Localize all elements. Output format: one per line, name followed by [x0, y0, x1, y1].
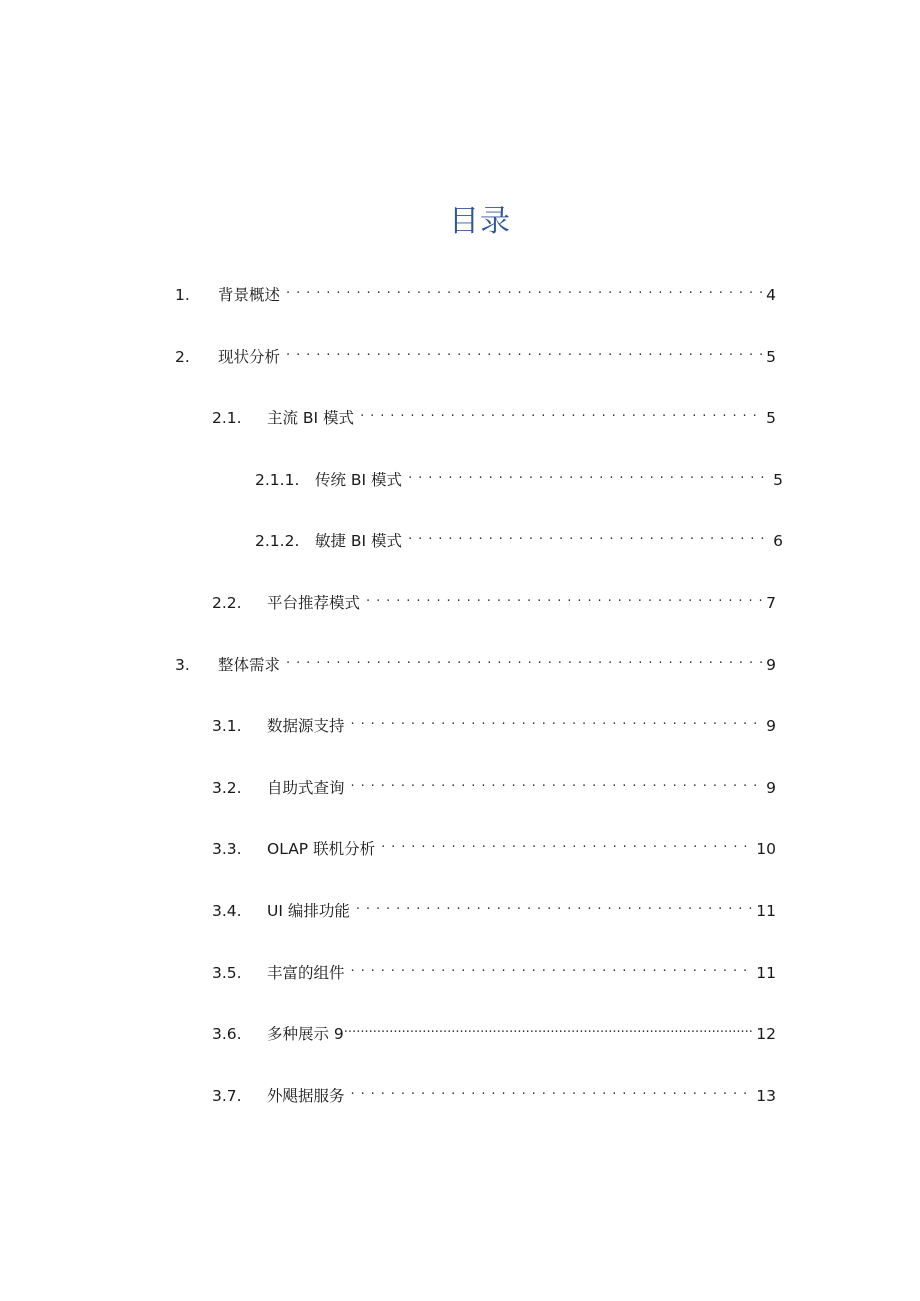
dot-leader: [360, 407, 764, 425]
toc-entry-number: 2.2.: [212, 593, 242, 612]
toc-entry[interactable]: [0, 578, 920, 640]
toc-title: 目录: [449, 204, 511, 239]
toc-entry-label: 外飓据服务: [267, 1086, 345, 1105]
dot-leader: [381, 838, 754, 856]
toc-entry-page: 9: [766, 717, 776, 736]
dot-leader: [286, 346, 764, 364]
toc-entry-label: 现状分析: [218, 347, 281, 366]
toc-entry[interactable]: [0, 455, 920, 517]
toc-entry-number: 2.1.1.: [255, 470, 300, 489]
toc-entry-label: 背景概述: [218, 286, 281, 304]
toc-entry-number: 3.6.: [212, 1025, 242, 1044]
toc-entry-label: OLAP 联机分析: [267, 840, 376, 859]
toc-entry-label: 丰富的组件: [267, 963, 345, 982]
toc-entry-number: 3.: [175, 655, 190, 674]
toc-entry[interactable]: [0, 516, 920, 578]
toc-entry[interactable]: [0, 1071, 920, 1133]
toc-entry-label: 多种展示 9: [267, 1025, 344, 1044]
toc-entry-page: 13: [756, 1086, 776, 1105]
dot-leader: [356, 900, 754, 918]
toc-entry-label: 敏捷 BI 模式: [315, 532, 403, 551]
dot-leader: [344, 1023, 754, 1041]
dot-leader: [286, 654, 764, 672]
toc-entry-page: 5: [766, 409, 776, 428]
toc-entry-number: 3.5.: [212, 963, 242, 982]
toc-entry-page: 5: [773, 470, 783, 489]
dot-leader: [351, 777, 765, 795]
toc-entry-number: 2.1.2.: [255, 532, 300, 551]
toc-entry[interactable]: [0, 824, 920, 886]
toc-entry[interactable]: [0, 886, 920, 948]
toc-entry[interactable]: [0, 640, 920, 702]
toc-entry[interactable]: [0, 270, 920, 332]
dot-leader: [408, 530, 771, 548]
dot-leader: [408, 469, 771, 487]
toc-entry[interactable]: [0, 1009, 920, 1071]
toc-entry-page: 12: [756, 1025, 776, 1044]
toc-entry-page: 9: [766, 778, 776, 797]
toc-entry-page: 4: [766, 286, 776, 304]
toc-entry-label: UI 编排功能: [267, 901, 350, 920]
dot-leader: [351, 962, 755, 980]
toc-entry-label: 主流 BI 模式: [267, 409, 355, 428]
toc-entry-page: 9: [766, 655, 776, 674]
toc-list: [0, 270, 920, 1132]
toc-entry-page: 5: [766, 347, 776, 366]
toc-entry[interactable]: [0, 393, 920, 455]
toc-entry-page: 7: [766, 593, 776, 612]
toc-entry-number: 3.1.: [212, 717, 242, 736]
toc-entry-page: 6: [773, 532, 783, 551]
toc-entry[interactable]: [0, 701, 920, 763]
toc-entry-page: 11: [756, 901, 776, 920]
toc-entry-number: 1.: [175, 286, 190, 304]
toc-entry-number: 3.2.: [212, 778, 242, 797]
toc-entry-number: 3.4.: [212, 901, 242, 920]
toc-entry-page: 10: [756, 840, 776, 859]
toc-entry[interactable]: [0, 948, 920, 1010]
dot-leader: [351, 1085, 755, 1103]
dot-leader: [351, 715, 765, 733]
toc-entry-label: 平台推荐模式: [267, 593, 361, 612]
toc-entry-number: 3.3.: [212, 840, 242, 859]
toc-entry-number: 2.: [175, 347, 190, 366]
toc-entry-label: 数据源支持: [267, 717, 345, 736]
toc-entry-label: 传统 BI 模式: [315, 470, 403, 489]
toc-entry[interactable]: [0, 763, 920, 825]
toc-entry-number: 3.7.: [212, 1086, 242, 1105]
toc-entry[interactable]: [0, 332, 920, 394]
toc-entry-label: 整体需求: [218, 655, 281, 674]
toc-entry-label: 自助式查询: [267, 778, 345, 797]
toc-entry-page: 11: [756, 963, 776, 982]
dot-leader: [286, 284, 764, 302]
dot-leader: [366, 592, 764, 610]
toc-entry-number: 2.1.: [212, 409, 242, 428]
